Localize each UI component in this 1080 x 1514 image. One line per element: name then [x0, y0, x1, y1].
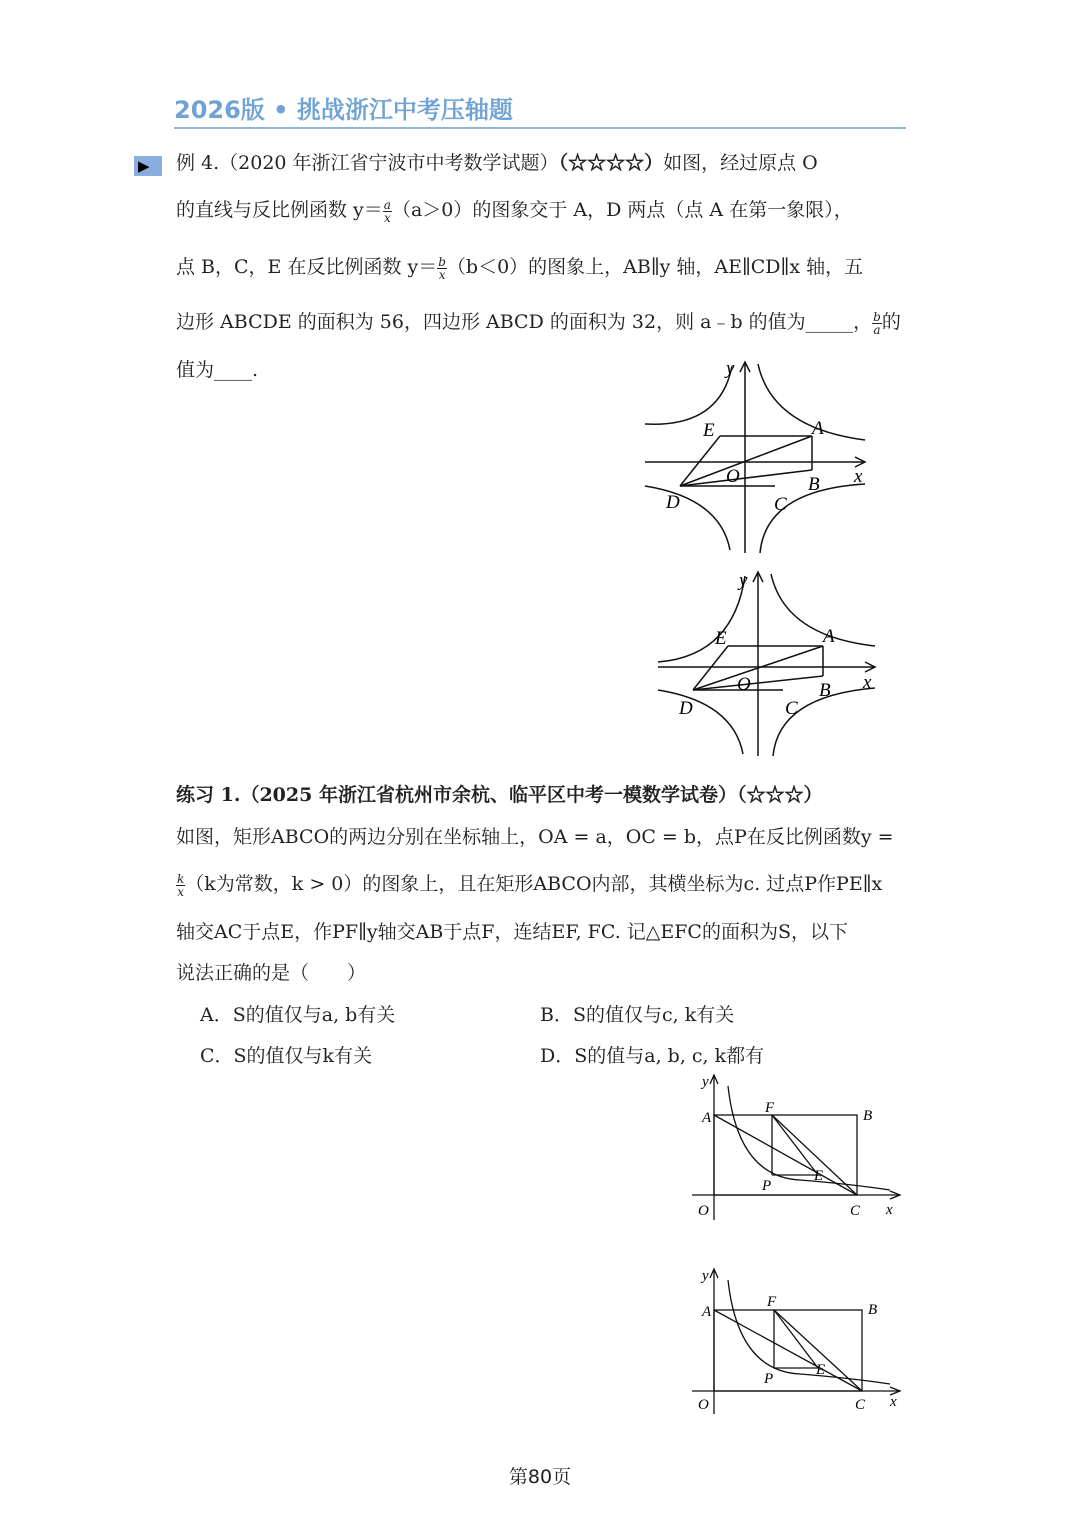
example-line-2: 的直线与反比例函数 y＝ $\frac{a}{x}$ （a＞0）的图象交于 A，D 两点（点 A 在第一象限）， — [176, 197, 853, 225]
figure-point-label: O — [698, 1397, 709, 1413]
option-a[interactable]: A．S的值仅与a, b有关 — [200, 1004, 396, 1026]
figure-point-label: E — [814, 1168, 824, 1184]
exercise-line-4: 说法正确的是（ ） — [176, 962, 367, 984]
figure-point-label: B — [808, 474, 820, 495]
figure-point-label: y — [702, 1268, 709, 1284]
fraction-k-over-x: $\frac{k}{x}$ — [177, 871, 185, 899]
example-line-3: 点 B，C，E 在反比例函数 y＝ $\frac{b}{x}$ （b＜0）的图象上，AB∥y 轴，AE∥CD∥x 轴，五 — [176, 254, 864, 282]
option-c[interactable]: C．S的值仅与k有关 — [200, 1045, 373, 1067]
example-line-1: 例 4.（2020 年浙江省宁波市中考数学试题）（☆☆☆☆）如图，经过原点 O — [176, 152, 818, 174]
figure-point-label: O — [698, 1203, 709, 1219]
exercise-figure-2 — [690, 1266, 905, 1416]
figure-point-label: C — [774, 494, 787, 515]
figure-point-label: B — [863, 1108, 873, 1124]
page-header-title: 2026版 • 挑战浙江中考压轴题 — [174, 96, 513, 124]
figure-point-label: P — [764, 1371, 774, 1387]
figure-point-label: x — [886, 1202, 893, 1218]
fraction-a-over-x: $\frac{a}{x}$ — [383, 197, 391, 225]
figure-point-label: O — [737, 674, 751, 695]
figure-point-label: C — [785, 698, 798, 719]
difficulty-stars: （☆☆☆☆） — [558, 152, 664, 174]
figure-point-label: y — [739, 570, 748, 591]
figure-point-label: O — [726, 466, 740, 487]
figure-point-label: x — [854, 466, 863, 487]
figure-point-label: A — [702, 1304, 712, 1320]
header-divider — [174, 127, 906, 129]
figure-point-label: D — [679, 698, 693, 719]
figure-point-label: E — [703, 420, 715, 441]
figure-point-label: A — [812, 418, 824, 439]
example-figure-2 — [653, 568, 893, 763]
figure-point-label: x — [863, 672, 872, 693]
figure-point-label: y — [726, 358, 735, 379]
figure-point-label: D — [666, 492, 680, 513]
figure-point-label: F — [767, 1294, 777, 1310]
figure-point-label: E — [715, 628, 727, 649]
exercise-line-3: 轴交AC于点E，作PF∥y轴交AB于点F，连结EF, FC. 记△EFC的面积为S，以下 — [176, 921, 848, 943]
fraction-b-over-x: $\frac{b}{x}$ — [438, 254, 446, 282]
figure-point-label: y — [702, 1074, 709, 1090]
figure-point-label: F — [765, 1100, 775, 1116]
option-b[interactable]: B．S的值仅与c, k有关 — [540, 1004, 735, 1026]
page-number: 第80页 — [508, 1466, 572, 1488]
example-marker-icon: ▶ — [134, 156, 162, 176]
option-d[interactable]: D．S的值与a, b, c, k都有 — [540, 1045, 765, 1067]
figure-point-label: P — [762, 1178, 772, 1194]
example-line-5: 值为____. — [176, 359, 259, 381]
figure-point-label: A — [823, 626, 835, 647]
exercise-title: 练习 1.（2025 年浙江省杭州市余杭、临平区中考一模数学试卷）（☆☆☆） — [176, 784, 823, 806]
figure-point-label: C — [850, 1203, 861, 1219]
exercise-line-2: $\frac{k}{x}$ （k为常数，k > 0）的图象上，且在矩形ABCO内部，其横坐标为c. 过点P作PE∥x — [177, 871, 883, 899]
figure-point-label: A — [702, 1110, 712, 1126]
figure-point-label: E — [816, 1362, 826, 1378]
fraction-b-over-a: $\frac{b}{a}$ — [873, 309, 881, 337]
figure-point-label: C — [855, 1397, 866, 1413]
example-figure-1 — [640, 358, 880, 558]
figure-point-label: x — [890, 1394, 897, 1410]
example-line-4: 边形 ABCDE 的面积为 56，四边形 ABCD 的面积为 32，则 a﹣b 的值为_____， $\frac{b}{a}$ 的 — [176, 309, 901, 337]
figure-point-label: B — [868, 1302, 878, 1318]
figure-point-label: B — [819, 680, 831, 701]
exercise-line-1: 如图，矩形ABCO的两边分别在坐标轴上，OA = a，OC = b，点P在反比例函数y = — [176, 826, 894, 848]
exercise-figure-1 — [690, 1072, 905, 1222]
